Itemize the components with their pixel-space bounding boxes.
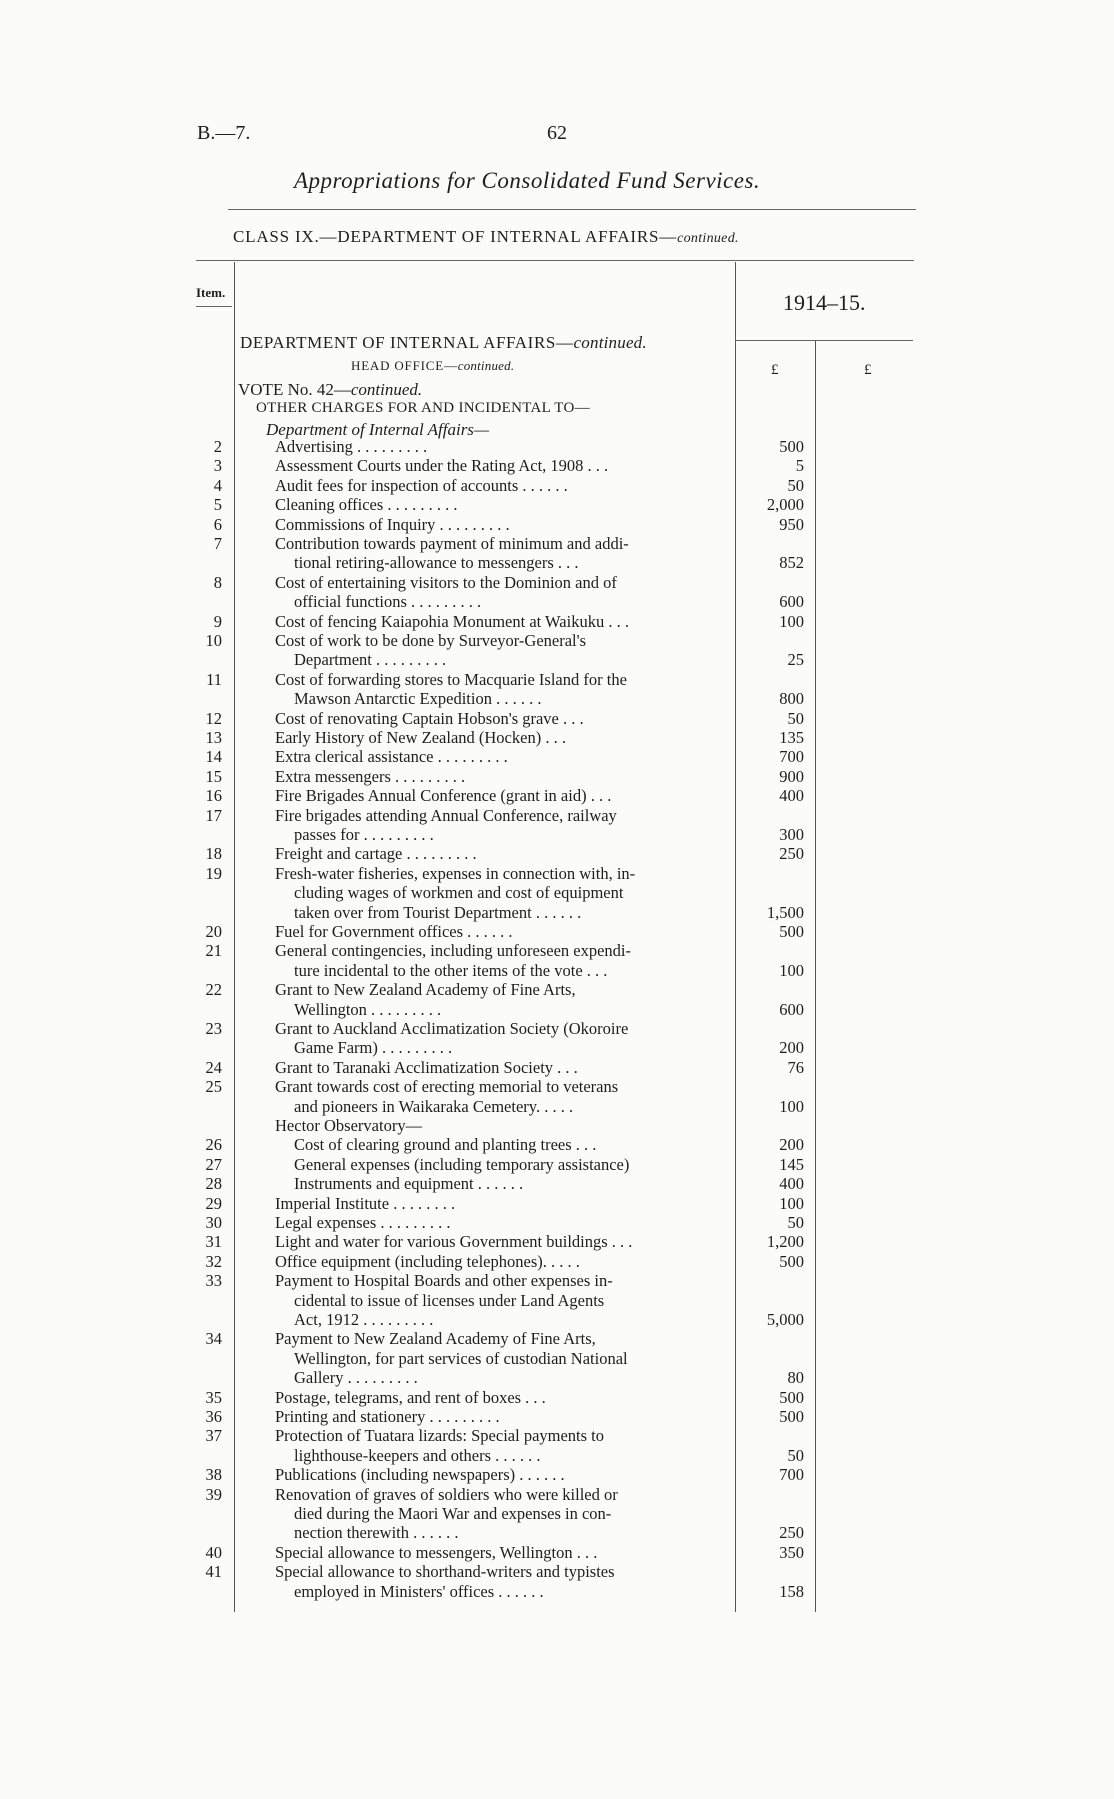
table-row bbox=[0, 825, 1114, 844]
item-number: 30 bbox=[205, 1213, 222, 1232]
item-amount: 80 bbox=[787, 1368, 804, 1388]
item-description: Assessment Courts under the Rating Act, 1908 . . . bbox=[275, 456, 609, 476]
item-description: Game Farm) . . . . . . . . . bbox=[294, 1038, 453, 1058]
item-amount: 350 bbox=[779, 1542, 804, 1562]
item-amount: 50 bbox=[787, 475, 804, 495]
table-row bbox=[0, 670, 1114, 689]
page-title: Appropriations for Consolidated Fund Services. bbox=[294, 168, 761, 193]
item-description: Extra clerical assistance . . . . . . . . . bbox=[275, 747, 508, 767]
item-number: 27 bbox=[205, 1154, 222, 1174]
item-amount: 800 bbox=[779, 689, 804, 709]
item-description: passes for . . . . . . . . . bbox=[294, 825, 434, 844]
table-row bbox=[0, 1213, 1114, 1232]
item-description: Fuel for Government offices . . . . . . bbox=[275, 922, 513, 941]
item-number: 22 bbox=[205, 980, 222, 1000]
item-number: 31 bbox=[205, 1232, 222, 1252]
item-description: Payment to Hospital Boards and other expenses in- bbox=[275, 1271, 613, 1291]
table-row bbox=[0, 1232, 1114, 1251]
table-row bbox=[0, 941, 1114, 960]
class-heading-suffix: continued. bbox=[677, 231, 739, 246]
head-office-heading bbox=[351, 358, 514, 374]
item-description: Office equipment (including telephones). . . . . bbox=[275, 1251, 580, 1271]
table-row bbox=[0, 1523, 1114, 1542]
item-number: 32 bbox=[205, 1251, 222, 1271]
item-number: 13 bbox=[205, 728, 222, 747]
item-number: 2 bbox=[213, 437, 222, 456]
table-row bbox=[0, 1116, 1114, 1135]
item-amount: 50 bbox=[787, 1445, 804, 1465]
table-row bbox=[0, 806, 1114, 825]
item-number: 35 bbox=[205, 1387, 222, 1407]
item-description: Protection of Tuatara lizards: Special payments to bbox=[275, 1426, 605, 1446]
item-amount: 852 bbox=[779, 553, 804, 573]
item-description: Department . . . . . . . . . bbox=[294, 650, 447, 670]
table-row bbox=[0, 1252, 1114, 1271]
item-amount: 600 bbox=[779, 999, 804, 1019]
class-rule bbox=[196, 260, 914, 261]
table-row bbox=[0, 1194, 1114, 1213]
item-description: ture incidental to the other items of the vote . . . bbox=[294, 960, 608, 980]
item-description: Grant towards cost of erecting memorial to veterans bbox=[275, 1077, 619, 1097]
item-amount: 100 bbox=[779, 611, 804, 631]
item-amount: 145 bbox=[779, 1154, 804, 1174]
item-amount: 500 bbox=[779, 437, 804, 456]
item-number: 37 bbox=[205, 1426, 222, 1446]
item-amount: 5 bbox=[795, 456, 804, 476]
item-description: Advertising . . . . . . . . . bbox=[275, 437, 428, 456]
item-number: 38 bbox=[205, 1465, 222, 1485]
item-number: 21 bbox=[205, 941, 222, 961]
table-row bbox=[0, 1135, 1114, 1154]
year-column-header: 1914–15. bbox=[783, 290, 866, 315]
item-amount: 100 bbox=[779, 1193, 804, 1213]
item-description: Renovation of graves of soldiers who were killed or bbox=[275, 1484, 618, 1504]
item-amount: 200 bbox=[779, 1135, 804, 1155]
item-amount: 100 bbox=[779, 960, 804, 980]
vote-heading bbox=[238, 380, 422, 400]
item-description: Cost of entertaining visitors to the Dominion and of bbox=[275, 572, 617, 592]
table-row bbox=[0, 767, 1114, 786]
item-number: 24 bbox=[205, 1057, 222, 1077]
item-description: Cleaning offices . . . . . . . . . bbox=[275, 495, 458, 515]
item-description: cluding wages of workmen and cost of equipment bbox=[294, 883, 624, 903]
item-amount: 250 bbox=[779, 844, 804, 864]
item-number: 4 bbox=[213, 475, 222, 495]
table-row bbox=[0, 883, 1114, 902]
item-amount: 500 bbox=[779, 1407, 804, 1426]
item-description: Mawson Antarctic Expedition . . . . . . bbox=[294, 689, 542, 709]
item-amount: 700 bbox=[779, 747, 804, 767]
table-row bbox=[0, 1407, 1114, 1426]
item-number: 16 bbox=[205, 786, 222, 806]
item-description: Grant to Taranaki Acclimatization Society . . . bbox=[275, 1057, 578, 1077]
head-office-main: HEAD OFFICE— bbox=[351, 358, 458, 373]
item-description: Grant to New Zealand Academy of Fine Arts, bbox=[275, 980, 576, 1000]
item-number: 15 bbox=[205, 766, 222, 786]
table-row bbox=[0, 592, 1114, 611]
item-description: Freight and cartage . . . . . . . . . bbox=[275, 844, 477, 864]
table-row bbox=[0, 864, 1114, 883]
table-row bbox=[0, 553, 1114, 572]
item-header-underline bbox=[196, 306, 232, 307]
item-number: 29 bbox=[205, 1193, 222, 1213]
item-description: Contribution towards payment of minimum and addi- bbox=[275, 534, 629, 553]
vote-heading-suffix: continued. bbox=[350, 380, 423, 399]
item-amount: 600 bbox=[779, 592, 804, 612]
page-number: 62 bbox=[547, 122, 567, 144]
table-row bbox=[0, 1543, 1114, 1562]
item-number: 23 bbox=[205, 1019, 222, 1038]
table-row bbox=[0, 1097, 1114, 1116]
class-heading-main: CLASS IX.—DEPARTMENT OF INTERNAL AFFAIRS— bbox=[233, 227, 678, 246]
table-row bbox=[0, 612, 1114, 631]
year-header-rule bbox=[735, 340, 913, 341]
item-description: Wellington, for part services of custodian National bbox=[294, 1348, 628, 1368]
item-amount: 5,000 bbox=[766, 1310, 804, 1329]
item-column-header: Item. bbox=[196, 285, 226, 300]
table-row bbox=[0, 1446, 1114, 1465]
item-amount: 50 bbox=[787, 1213, 804, 1232]
item-description: nection therewith . . . . . . bbox=[294, 1523, 459, 1543]
item-description: Cost of clearing ground and planting trees . . . bbox=[294, 1135, 597, 1155]
item-number: 18 bbox=[205, 844, 222, 864]
document-reference: B.—7. bbox=[197, 122, 251, 144]
item-number: 12 bbox=[205, 708, 222, 728]
item-number: 10 bbox=[205, 631, 222, 650]
table-row bbox=[0, 709, 1114, 728]
item-amount: 500 bbox=[779, 922, 804, 941]
item-description: Fresh-water fisheries, expenses in connection with, in- bbox=[275, 863, 636, 883]
item-amount: 900 bbox=[779, 766, 804, 786]
item-description: General contingencies, including unforeseen expendi- bbox=[275, 941, 631, 961]
item-description: Printing and stationery . . . . . . . . . bbox=[275, 1407, 500, 1426]
pound-sign-column-2: £ bbox=[864, 362, 872, 378]
item-number: 33 bbox=[205, 1271, 222, 1291]
item-number: 5 bbox=[213, 495, 222, 515]
item-description: tional retiring-allowance to messengers . . . bbox=[294, 553, 579, 573]
item-description: and pioneers in Waikaraka Cemetery. . . . . bbox=[294, 1096, 574, 1116]
item-number: 3 bbox=[213, 456, 222, 476]
table-row bbox=[0, 437, 1114, 456]
table-row bbox=[0, 1019, 1114, 1038]
vote-heading-main: VOTE No. 42— bbox=[238, 380, 351, 399]
table-row bbox=[0, 573, 1114, 592]
item-number: 36 bbox=[205, 1407, 222, 1426]
item-amount: 1,500 bbox=[766, 902, 804, 922]
table-row bbox=[0, 1562, 1114, 1581]
head-office-suffix: continued. bbox=[457, 358, 515, 373]
item-number: 9 bbox=[213, 611, 222, 631]
item-description: taken over from Tourist Department . . . . . . bbox=[294, 902, 582, 922]
item-description: Legal expenses . . . . . . . . . bbox=[275, 1213, 451, 1232]
item-description: Hector Observatory— bbox=[275, 1116, 423, 1135]
item-amount: 500 bbox=[779, 1387, 804, 1407]
table-row bbox=[0, 1465, 1114, 1484]
table-row bbox=[0, 961, 1114, 980]
table-row bbox=[0, 1349, 1114, 1368]
table-row bbox=[0, 1038, 1114, 1057]
item-description: Wellington . . . . . . . . . bbox=[294, 999, 442, 1019]
item-number: 7 bbox=[213, 534, 222, 553]
item-number: 11 bbox=[206, 669, 222, 689]
item-description: lighthouse-keepers and others . . . . . . bbox=[294, 1445, 541, 1465]
item-description: Imperial Institute . . . . . . . . bbox=[275, 1193, 456, 1213]
table-row bbox=[0, 495, 1114, 514]
table-row bbox=[0, 1485, 1114, 1504]
item-amount: 200 bbox=[779, 1038, 804, 1058]
table-row bbox=[0, 747, 1114, 766]
item-number: 6 bbox=[213, 514, 222, 534]
title-rule bbox=[228, 209, 916, 210]
table-row bbox=[0, 476, 1114, 495]
table-row bbox=[0, 980, 1114, 999]
item-description: Act, 1912 . . . . . . . . . bbox=[294, 1310, 434, 1329]
item-amount: 700 bbox=[779, 1465, 804, 1485]
table-row bbox=[0, 631, 1114, 650]
table-row bbox=[0, 1271, 1114, 1290]
item-amount: 500 bbox=[779, 1251, 804, 1271]
sub-department-heading: Department of Internal Affairs— bbox=[266, 420, 490, 439]
item-description: Cost of renovating Captain Hobson's grave . . . bbox=[275, 708, 584, 728]
item-description: General expenses (including temporary assistance) bbox=[294, 1154, 630, 1174]
item-amount: 400 bbox=[779, 786, 804, 806]
table-row bbox=[0, 1310, 1114, 1329]
department-heading-main: DEPARTMENT OF INTERNAL AFFAIRS— bbox=[240, 333, 574, 352]
item-description: Audit fees for inspection of accounts . . . . . . bbox=[275, 475, 568, 495]
item-description: Postage, telegrams, and rent of boxes . . . bbox=[275, 1387, 546, 1407]
item-description: died during the Maori War and expenses in con- bbox=[294, 1504, 612, 1523]
item-amount: 50 bbox=[787, 708, 804, 728]
table-row bbox=[0, 1582, 1114, 1601]
item-number: 39 bbox=[205, 1484, 222, 1504]
table-row bbox=[0, 1291, 1114, 1310]
table-row bbox=[0, 786, 1114, 805]
table-row bbox=[0, 922, 1114, 941]
item-amount: 950 bbox=[779, 514, 804, 534]
table-row bbox=[0, 689, 1114, 708]
item-amount: 1,200 bbox=[766, 1232, 804, 1252]
department-heading bbox=[240, 333, 647, 353]
item-description: Instruments and equipment . . . . . . bbox=[294, 1174, 524, 1194]
item-number: 28 bbox=[205, 1174, 222, 1194]
item-description: cidental to issue of licenses under Land Agents bbox=[294, 1290, 605, 1310]
table-row bbox=[0, 1155, 1114, 1174]
item-description: Fire Brigades Annual Conference (grant in aid) . . . bbox=[275, 786, 612, 806]
item-number: 34 bbox=[205, 1329, 222, 1349]
item-description: Publications (including newspapers) . . . . . . bbox=[275, 1465, 565, 1485]
table-row bbox=[0, 1504, 1114, 1523]
item-description: Gallery . . . . . . . . . bbox=[294, 1368, 418, 1388]
table-row bbox=[0, 1000, 1114, 1019]
item-number: 25 bbox=[205, 1077, 222, 1097]
pound-sign-column-1: £ bbox=[771, 362, 779, 378]
table-row bbox=[0, 456, 1114, 475]
other-charges-heading: OTHER CHARGES FOR AND INCIDENTAL TO— bbox=[256, 400, 590, 416]
item-description: Grant to Auckland Acclimatization Society (Okoroire bbox=[275, 1019, 629, 1038]
item-number: 26 bbox=[205, 1135, 222, 1155]
item-amount: 250 bbox=[779, 1523, 804, 1543]
table-row bbox=[0, 1058, 1114, 1077]
item-amount: 100 bbox=[779, 1096, 804, 1116]
item-number: 14 bbox=[205, 747, 222, 767]
class-heading bbox=[233, 227, 739, 247]
item-description: Commissions of Inquiry . . . . . . . . . bbox=[275, 514, 510, 534]
item-description: Early History of New Zealand (Hocken) . . . bbox=[275, 728, 566, 747]
table-row bbox=[0, 650, 1114, 669]
item-description: Payment to New Zealand Academy of Fine Arts, bbox=[275, 1329, 596, 1349]
item-number: 17 bbox=[205, 805, 222, 825]
item-amount: 400 bbox=[779, 1174, 804, 1194]
item-number: 8 bbox=[213, 572, 222, 592]
item-description: Special allowance to messengers, Wellington . . . bbox=[275, 1542, 598, 1562]
item-description: official functions . . . . . . . . . bbox=[294, 592, 482, 612]
item-description: Cost of work to be done by Surveyor-General's bbox=[275, 631, 587, 650]
item-description: Light and water for various Government buildings . . . bbox=[275, 1232, 633, 1252]
table-row bbox=[0, 534, 1114, 553]
item-number: 40 bbox=[205, 1542, 222, 1562]
item-description: Fire brigades attending Annual Conference, railway bbox=[275, 805, 617, 825]
item-amount: 158 bbox=[779, 1581, 804, 1601]
item-number: 20 bbox=[205, 922, 222, 941]
item-amount: 300 bbox=[779, 825, 804, 844]
department-heading-suffix: continued. bbox=[573, 333, 647, 352]
item-number: 41 bbox=[205, 1562, 222, 1582]
table-row bbox=[0, 515, 1114, 534]
item-description: Special allowance to shorthand-writers and typistes bbox=[275, 1562, 615, 1582]
item-description: employed in Ministers' offices . . . . . . bbox=[294, 1581, 544, 1601]
table-row bbox=[0, 728, 1114, 747]
table-row bbox=[0, 1368, 1114, 1387]
item-description: Cost of fencing Kaiapohia Monument at Waikuku . . . bbox=[275, 611, 629, 631]
item-amount: 2,000 bbox=[766, 495, 804, 515]
table-row bbox=[0, 1329, 1114, 1348]
item-description: Extra messengers . . . . . . . . . bbox=[275, 766, 466, 786]
table-row bbox=[0, 1388, 1114, 1407]
item-amount: 25 bbox=[787, 650, 804, 670]
table-row bbox=[0, 1077, 1114, 1096]
table-row bbox=[0, 1426, 1114, 1445]
table-row bbox=[0, 903, 1114, 922]
item-amount: 135 bbox=[779, 728, 804, 747]
table-row bbox=[0, 844, 1114, 863]
item-amount: 76 bbox=[787, 1057, 804, 1077]
table-row bbox=[0, 1174, 1114, 1193]
item-number: 19 bbox=[205, 863, 222, 883]
item-description: Cost of forwarding stores to Macquarie Island for the bbox=[275, 669, 627, 689]
